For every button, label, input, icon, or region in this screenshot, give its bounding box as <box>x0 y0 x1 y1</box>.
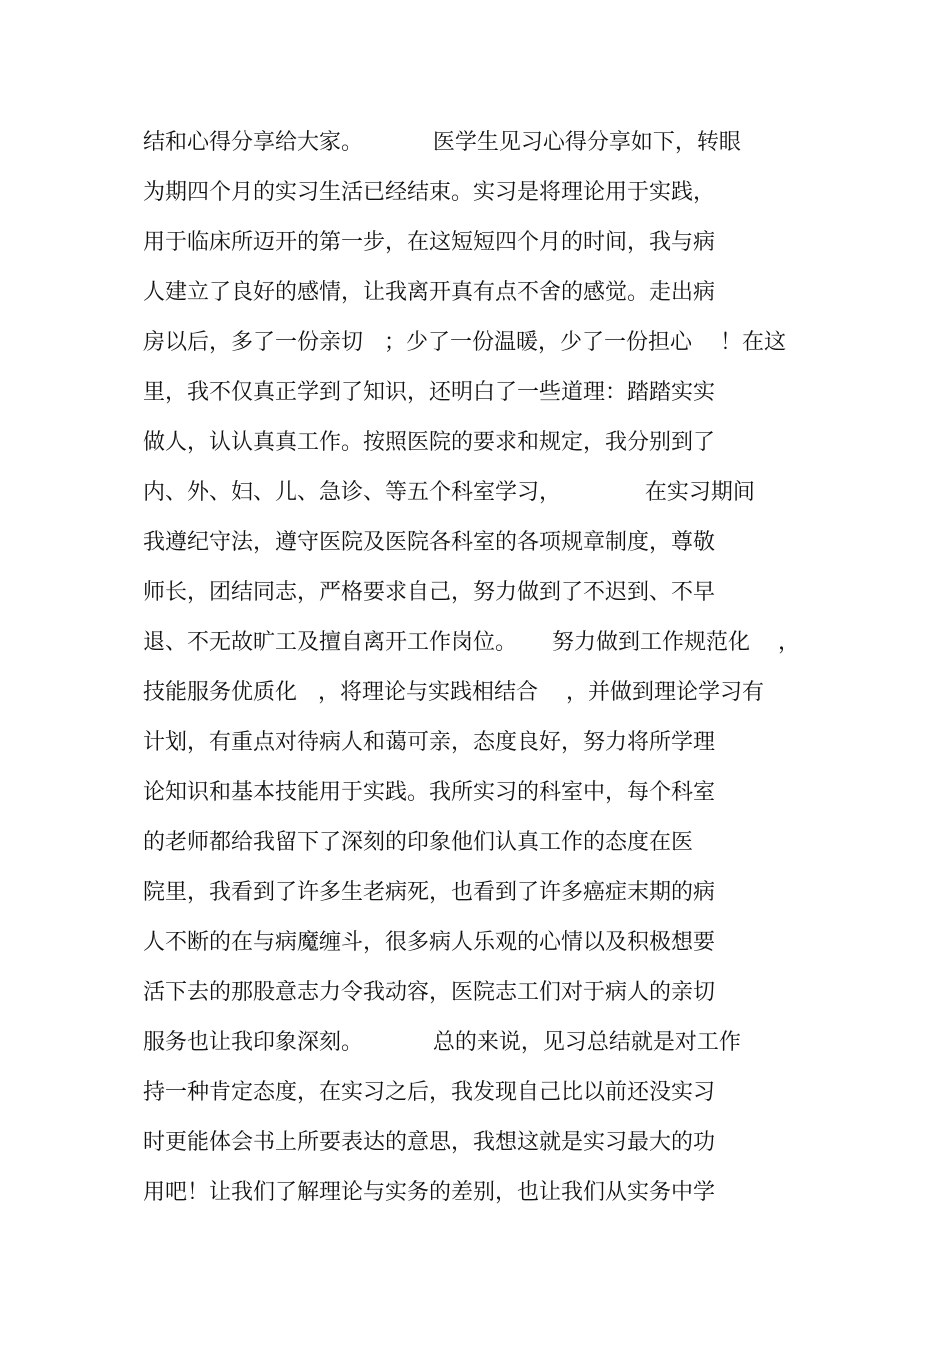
text-line: 活下去的那股意志力令我动容，医院志工们对于病人的亲切 <box>143 980 716 1005</box>
text-line: 结和心得分享给大家。 医学生见习心得分享如下，转眼 <box>143 130 741 155</box>
text-line: 里，我不仅真正学到了知识，还明白了一些道理：踏踏实实 <box>143 380 716 405</box>
text-line: 持一种肯定态度，在实习之后，我发现自己比以前还没实习 <box>143 1080 716 1105</box>
text-line: 为期四个月的实习生活已经结束。实习是将理论用于实践， <box>143 180 716 205</box>
text-line: 用于临床所迈开的第一步，在这短短四个月的时间，我与病 <box>143 230 716 255</box>
text-line: 院里，我看到了许多生老病死，也看到了许多癌症末期的病 <box>143 880 716 905</box>
text-line: 人建立了良好的感情，让我离开真有点不舍的感觉。走出病 <box>143 280 716 305</box>
text-line: 用吧！让我们了解理论与实务的差别，也让我们从实务中学 <box>143 1180 716 1205</box>
text-line: 师长，团结同志，严格要求自己，努力做到了不迟到、不早 <box>143 580 716 605</box>
text-line: 内、外、妇、儿、急诊、等五个科室学习， 在实习期间 <box>143 480 755 505</box>
text-line: 做人，认认真真工作。按照医院的要求和规定，我分别到了 <box>143 430 716 455</box>
body-text <box>143 118 823 1218</box>
text-line: 技能服务优质化 ，将理论与实践相结合 ，并做到理论学习有 <box>143 680 764 705</box>
text-line: 我遵纪守法，遵守医院及医院各科室的各项规章制度，尊敬 <box>143 530 716 555</box>
text-line: 人不断的在与病魔缠斗，很多病人乐观的心情以及积极想要 <box>143 930 716 955</box>
text-line: 房以后，多了一份亲切 ；少了一份温暖，少了一份担心 ！在这 <box>143 330 786 355</box>
text-line: 的老师都给我留下了深刻的印象他们认真工作的态度在医 <box>143 830 694 855</box>
text-line: 服务也让我印象深刻。 总的来说，见习总结就是对工作 <box>143 1030 741 1055</box>
text-line: 退、不无故旷工及擅自离开工作岗位。 努力做到工作规范化 ， <box>143 630 800 655</box>
text-line: 计划，有重点对待病人和蔼可亲，态度良好，努力将所学理 <box>143 730 716 755</box>
text-line: 时更能体会书上所要表达的意思，我想这就是实习最大的功 <box>143 1130 716 1155</box>
text-line: 论知识和基本技能用于实践。我所实习的科室中，每个科室 <box>143 780 716 805</box>
